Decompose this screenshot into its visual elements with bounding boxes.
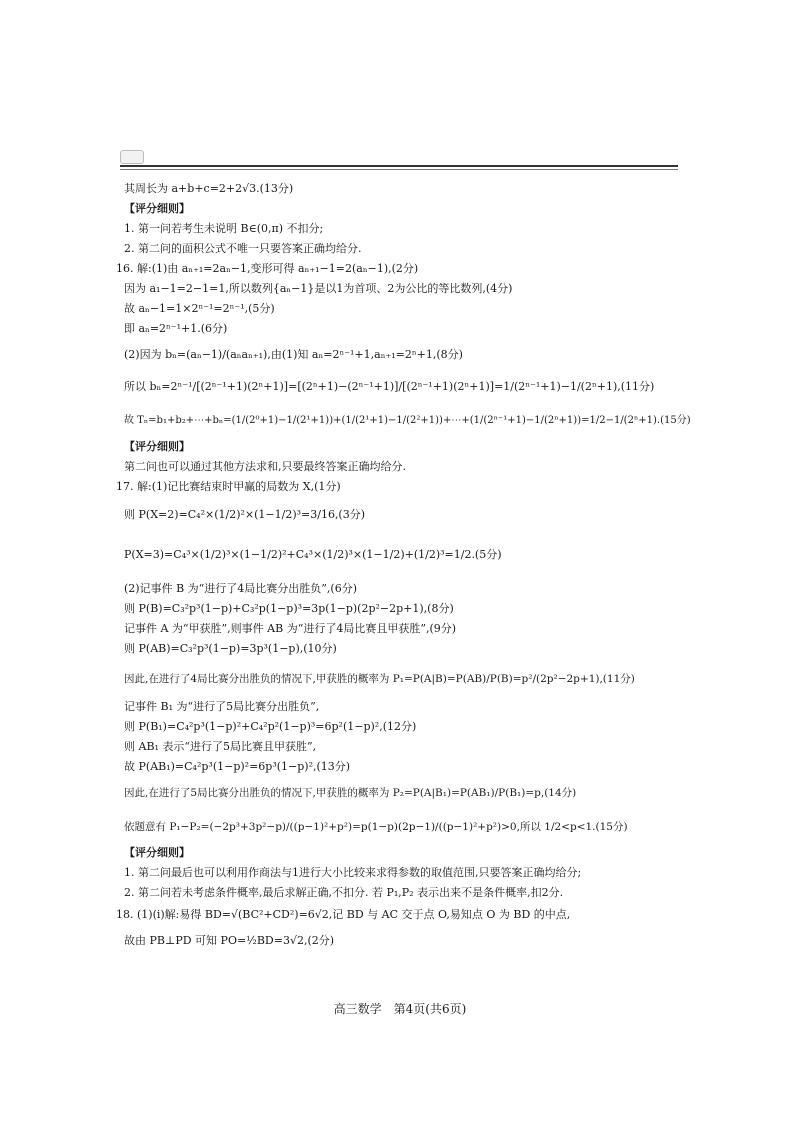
header-rule [120,165,678,167]
text-line: 其周长为 a+b+c=2+2√3.(13分) [124,182,294,195]
section-heading: 【评分细则】 [124,440,190,453]
text-line: 因此,在进行了4局比赛分出胜负的情况下,甲获胜的概率为 P₁=P(A|B)=P(AB)/P(B)=p²/(2p²−2p+1),(11分) [124,673,635,685]
text-line: 记事件 B₁ 为“进行了5局比赛分出胜负”, [124,700,320,713]
text-line: 所以 bₙ=2ⁿ⁻¹/[(2ⁿ⁻¹+1)(2ⁿ+1)]=[(2ⁿ+1)−(2ⁿ⁻¹+1)]/[(2ⁿ⁻¹+1)(2ⁿ+1)]=1/(2ⁿ⁻¹+1)−1/(2ⁿ+1),(11分) [124,380,655,393]
header-corner-mark [120,150,144,164]
text-line: 即 aₙ=2ⁿ⁻¹+1.(6分) [124,322,228,335]
text-line: 1. 第一问若考生未说明 B∈(0,π) 不扣分; [124,222,324,235]
text-line: 故 aₙ−1=1×2ⁿ⁻¹=2ⁿ⁻¹,(5分) [124,302,275,315]
text-line: 则 P(AB)=C₃²p³(1−p)=3p³(1−p),(10分) [124,642,337,655]
question-16-start: 16. 解:(1)由 aₙ₊₁=2aₙ−1,变形可得 aₙ₊₁−1=2(aₙ−1),(2分) [116,262,419,275]
text-line: P(X=3)=C₄³×(1/2)³×(1−1/2)²+C₄³×(1/2)³×(1−1/2)+(1/2)³=1/2.(5分) [124,548,502,561]
text-line: 记事件 A 为“甲获胜”,则事件 AB 为“进行了4局比赛且甲获胜”,(9分) [124,622,457,635]
text-line: 2. 第二问若未考虑条件概率,最后求解正确,不扣分. 若 P₁,P₂ 表示出来不是条件概率,扣2分. [124,886,564,899]
text-line: 则 AB₁ 表示“进行了5局比赛且甲获胜”, [124,740,317,753]
text-line: 则 P(B₁)=C₄²p³(1−p)²+C₄²p²(1−p)³=6p²(1−p)²,(12分) [124,720,417,733]
text-line: 故由 PB⊥PD 可知 PO=½BD=3√2,(2分) [124,934,335,947]
section-heading: 【评分细则】 [124,202,190,215]
text-line: 故 Tₙ=b₁+b₂+⋯+bₙ=(1/(2⁰+1)−1/(2¹+1))+(1/(2¹+1)−1/(2²+1))+⋯+(1/(2ⁿ⁻¹+1)−1/(2ⁿ+1))=1/2−1/(2ⁿ+1).(15分) [124,415,691,426]
page-footer: 高三数学 第4页(共6页) [333,1002,467,1016]
text-line: 因为 a₁−1=2−1=1,所以数列{aₙ−1}是以1为首项、2为公比的等比数列,(4分) [124,282,513,295]
text-line: 1. 第二问最后也可以利用作商法与1进行大小比较来求得参数的取值范围,只要答案正确均给分; [124,866,582,879]
text-line: 依题意有 P₁−P₂=(−2p³+3p²−p)/((p−1)²+p²)=p(1−p)(2p−1)/((p−1)²+p²)>0,所以 1/2<p<1.(15分) [124,821,628,833]
text-line: 则 P(X=2)=C₄²×(1/2)²×(1−1/2)³=3/16,(3分) [124,508,366,521]
text-line: 第二问也可以通过其他方法求和,只要最终答案正确均给分. [124,460,406,473]
text-line: 则 P(B)=C₃²p³(1−p)+C₃²p(1−p)³=3p(1−p)(2p²−2p+1),(8分) [124,602,454,615]
text-line: (2)因为 bₙ=(aₙ−1)/(aₙaₙ₊₁),由(1)知 aₙ=2ⁿ⁻¹+1,aₙ₊₁=2ⁿ+1,(8分) [124,348,463,361]
text-line: (2)记事件 B 为“进行了4局比赛分出胜负”,(6分) [124,582,357,595]
text-line: 因此,在进行了5局比赛分出胜负的情况下,甲获胜的概率为 P₂=P(A|B₁)=P(AB₁)/P(B₁)=p,(14分) [124,787,577,799]
text-line: 故 P(AB₁)=C₄²p³(1−p)²=6p³(1−p)²,(13分) [124,760,351,773]
question-18-start: 18. (1)(i)解:易得 BD=√(BC²+CD²)=6√2,记 BD 与 AC 交于点 O,易知点 O 为 BD 的中点, [116,908,571,921]
header-rule-thin [120,169,678,170]
text-line: 2. 第二问的面积公式不唯一只要答案正确均给分. [124,242,362,255]
question-17-start: 17. 解:(1)记比赛结束时甲赢的局数为 X,(1分) [116,480,341,493]
section-heading: 【评分细则】 [124,846,190,859]
